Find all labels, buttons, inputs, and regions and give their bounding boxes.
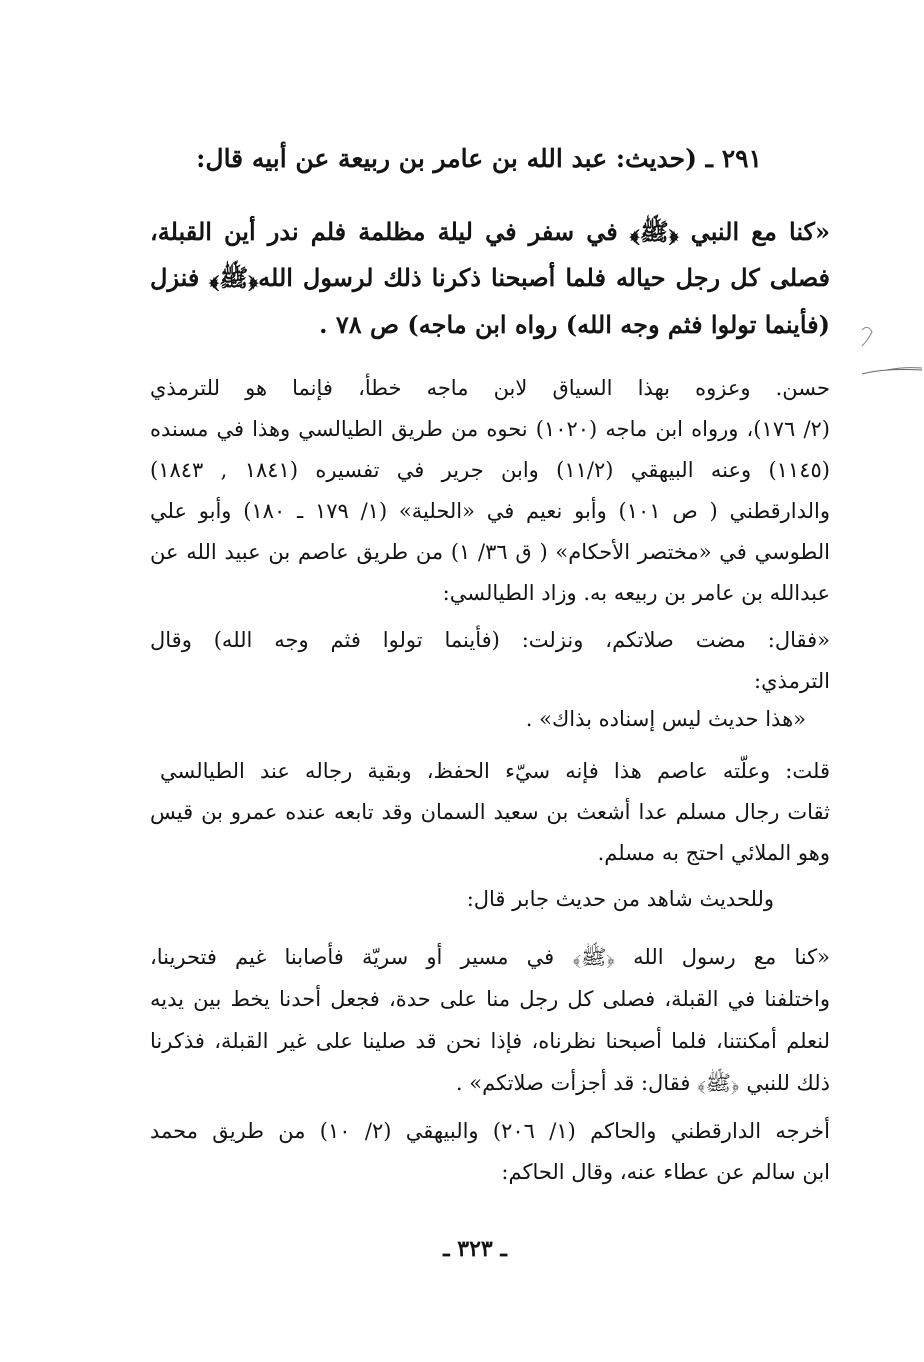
comment-line-1: قلت: وعلّته عاصم هذا فإنه سيّء الحفظ، وبقية رجاله عند الطيالسي (160, 759, 830, 783)
quote-tirmidhi: «هذا حديث ليس إسناده بذاك» . (525, 707, 806, 731)
comment-line-2: ثقات رجال مسلم عدا أشعث بن سعيد السمان وقد تابعه عنده عمرو بن قيس (150, 800, 830, 824)
takhrij2-line-2: ابن سالم عن عطاء عنه، وقال الحاكم: (501, 1160, 830, 1184)
hadith2-line-1: «كنا مع رسول الله ﴿ﷺ﴾ في مسير أو سريّة فأصابنا غيم فتحرينا، (150, 945, 830, 969)
takhrij1-line-3: (١١٤٥) وعنه البيهقي (١١/٢) وابن جرير في تفسيره (١٨٤١ , ١٨٤٣) (150, 458, 830, 482)
quote-tayalisi-line-2: الترمذي: (754, 669, 830, 693)
hadith2-line-3: لنعلم أمكنتنا، فلما أصبحنا نظرناه، فإذا نحن قد صلينا على غير القبلة، فذكرنا (150, 1029, 830, 1053)
takhrij1-line-4: والدارقطني ( ص ١٠١) وأبو نعيم في «الحلية» (١/ ١٧٩ ـ ١٨٠) وأبو علي (150, 499, 830, 523)
hadith1-line-3: (فأينما تولوا فثم وجه الله) رواه ابن ماجه) ص ٧٨ . (319, 310, 830, 339)
comment-line-3: وهو الملائي احتج به مسلم. (597, 841, 830, 865)
takhrij1-line-6: عبدالله بن عامر بن ربيعه به. وزاد الطيالسي: (442, 581, 830, 605)
quote-tayalisi-line-1: «فقال: مضت صلاتكم، ونزلت: (فأينما تولوا فثم وجه الله) وقال (150, 628, 830, 652)
takhrij2-line-1: أخرجه الدارقطني والحاكم (١/ ٢٠٦) والبيهقي (٢/ ١٠) من طريق محمد (150, 1119, 830, 1143)
margin-stroke-mark (860, 366, 924, 378)
hadith2-line-4: ذلك للنبي ﴿ﷺ﴾ فقال: قد أجزأت صلاتكم» . (455, 1071, 830, 1095)
takhrij1-line-2: (٢/ ١٧٦)، ورواه ابن ماجه (١٠٢٠) نحوه من طريق الطيالسي وهذا في مسنده (150, 417, 830, 441)
hadith2-line-2: واختلفنا في القبلة، فصلى كل رجل منا على حدة، فجعل أحدنا يخط بين يديه (150, 987, 830, 1011)
hadith1-line-2: فصلى كل رجل حياله فلما أصبحنا ذكرنا ذلك لرسول الله﴿ﷺ﴾ فنزل (150, 263, 830, 292)
takhrij1-line-5: الطوسي في «مختصر الأحكام» ( ق ٣٦/ ١) من طريق عاصم بن عبيد الله عن (150, 540, 830, 564)
margin-pencil-mark (844, 310, 924, 370)
page-number: ـ ٣٢٣ ـ (443, 1236, 507, 1262)
hadith-heading: ٢٩١ ـ (حديث: عبد الله بن عامر بن ربيعة عن أبيه قال: (196, 144, 762, 173)
takhrij1-line-1: حسن. وعزوه بهذا السياق لابن ماجه خطأ، فإنما هو للترمذي (150, 376, 830, 400)
hadith1-line-1: «كنا مع النبي ﴿ﷺ﴾ في سفر في ليلة مظلمة فلم ندر أين القبلة، (150, 217, 830, 246)
shahid-intro: وللحديث شاهد من حديث جابر قال: (466, 887, 774, 911)
